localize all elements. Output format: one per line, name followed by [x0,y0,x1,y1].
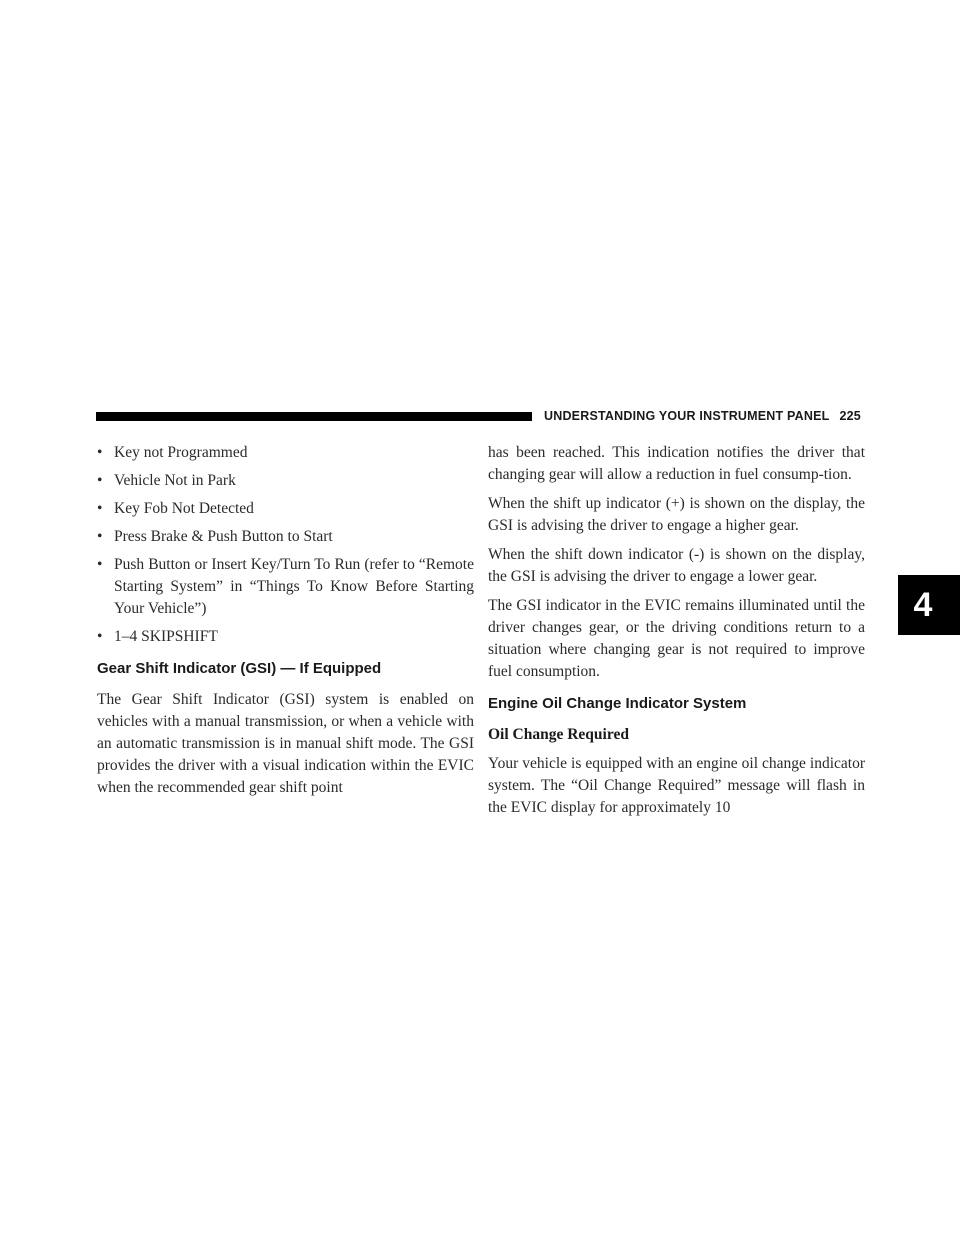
right-column [488,442,865,826]
message-list [97,442,474,648]
section-heading-oil-change: Engine Oil Change Indicator System [488,695,747,712]
list-item: • Vehicle Not in Park [97,470,474,492]
body-paragraph: When the shift down indicator (-) is shown on the display, the GSI is advising the driver to engage a lower gear. [488,546,865,585]
chapter-number: 4 [913,585,933,624]
list-item: • 1–4 SKIPSHIFT [97,626,474,648]
bullet-icon: • [97,628,103,645]
list-item: • Key not Programmed [97,442,474,464]
section-heading-gsi: Gear Shift Indicator (GSI) — If Equipped [97,660,382,677]
running-header [544,409,861,423]
page-number: 225 [839,409,861,423]
left-column [97,442,474,806]
header-rule [96,412,532,421]
body-paragraph: The GSI indicator in the EVIC remains illuminated until the driver changes gear, or the driving conditions return to a situation where changing gear is not required to improve fuel consumption. [488,597,865,680]
bullet-icon: • [97,444,103,461]
body-paragraph: When the shift up indicator (+) is shown on the display, the GSI is advising the driver to engage a higher gear. [488,495,865,534]
list-item: • Key Fob Not Detected [97,498,474,520]
section-title: UNDERSTANDING YOUR INSTRUMENT PANEL [544,409,830,423]
subheading-oil-change-required: Oil Change Required [488,726,629,743]
list-item: • Push Button or Insert Key/Turn To Run (refer to “Remote Starting System” in “Things To Know Before Starting Your Vehicle”) [97,556,474,617]
bullet-icon: • [97,556,103,573]
bullet-icon: • [97,528,103,545]
gsi-paragraph: The Gear Shift Indicator (GSI) system is enabled on vehicles with a manual transmission, or when a vehicle with an automatic transmission is in manual shift mode. The GSI provides the driver with a visual indication within the EVIC when the recommended gear shift point [97,691,474,796]
body-paragraph: has been reached. This indication notifies the driver that changing gear will allow a reduction in fuel consump-tion. [488,444,865,483]
oil-change-paragraph: Your vehicle is equipped with an engine oil change indicator system. The “Oil Change Required” message will flash in the EVIC display for approximately 10 [488,755,865,816]
bullet-icon: • [97,500,103,517]
bullet-icon: • [97,472,103,489]
list-item: • Press Brake & Push Button to Start [97,526,474,548]
chapter-tab [898,575,960,635]
